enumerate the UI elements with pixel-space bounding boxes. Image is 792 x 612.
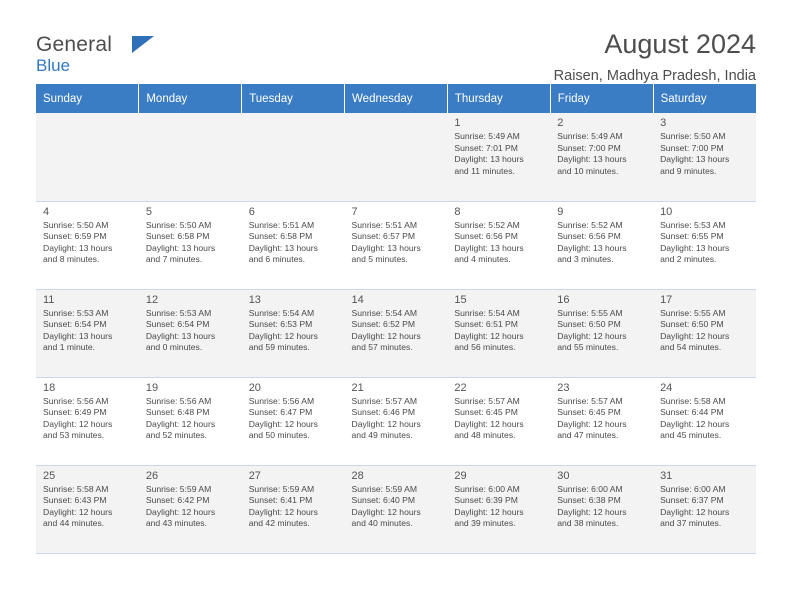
calendar-day-info-line: Daylight: 12 hours [248,506,318,517]
calendar-day-info-line: Daylight: 13 hours [43,330,113,341]
calendar-day-info-line: and 40 minutes. [351,518,413,529]
calendar-day-info-line: Sunrise: 5:54 AM [351,307,417,318]
calendar-day-info-line: Sunset: 6:58 PM [145,231,210,242]
calendar-day-info-line: and 49 minutes. [351,430,413,441]
calendar-day-info-line: Daylight: 13 hours [557,154,627,165]
weekday-header-sunday: Sunday [36,84,139,113]
calendar-day-info-line: and 37 minutes. [660,518,722,529]
calendar-day-info-line: Sunset: 6:39 PM [454,495,518,506]
calendar-day-info-line: and 4 minutes. [454,254,511,265]
calendar-day-cell [550,289,653,377]
calendar-day-info-line: Sunrise: 5:59 AM [351,483,417,494]
calendar-day-info-line: Sunset: 6:40 PM [351,495,416,506]
calendar-day-number: 5 [145,205,152,218]
calendar-day-number: 8 [454,205,461,218]
calendar-day-info-line: Sunrise: 5:49 AM [454,131,520,141]
calendar-day-info-line: Daylight: 13 hours [454,242,524,253]
calendar-day-info-line: Daylight: 13 hours [351,242,421,253]
calendar-day-info-line: Daylight: 12 hours [454,330,524,341]
calendar-day-number: 30 [557,469,570,482]
calendar-day-number: 7 [351,205,358,218]
calendar-day-number: 1 [454,117,461,129]
calendar-day-cell [345,465,448,553]
calendar-day-info-line: Sunset: 6:53 PM [248,319,313,330]
calendar-day-info-line: Daylight: 12 hours [557,506,627,517]
calendar-day-info-line: Sunrise: 5:50 AM [43,219,109,230]
calendar-day-info-line: Sunset: 6:59 PM [43,231,107,242]
calendar-day-info-line: Sunset: 6:48 PM [145,407,210,418]
calendar-week-row [36,201,756,289]
calendar-day-info-line: Sunset: 6:50 PM [557,319,621,330]
calendar-day-info-line: Sunrise: 5:59 AM [248,483,315,494]
calendar-day-info-line: Daylight: 12 hours [351,506,421,517]
calendar-day-info-line: and 54 minutes. [660,342,722,353]
calendar-day-info-line: Sunrise: 5:58 AM [660,395,726,406]
calendar-day-number: 11 [43,293,55,306]
calendar-day-number: 22 [454,381,467,394]
calendar-day-cell [345,377,448,465]
calendar-day-info-line: Daylight: 13 hours [43,242,113,253]
calendar-day-info-line: Sunrise: 5:54 AM [454,307,520,318]
calendar-day-info-line: Sunset: 7:01 PM [454,142,518,153]
calendar-day-info-line: Sunrise: 5:56 AM [145,395,212,406]
calendar-day-number: 10 [660,205,673,218]
calendar-day-info-line: Sunset: 7:00 PM [557,142,621,153]
calendar-day-info-line: and 44 minutes. [43,518,105,529]
calendar-day-info-line: and 11 minutes. [454,165,515,176]
calendar-day-info-line: Daylight: 12 hours [660,418,730,429]
calendar-day-number: 17 [660,293,673,306]
calendar-day-info-line: Daylight: 12 hours [454,506,524,517]
calendar-day-number: 29 [454,469,467,482]
calendar-day-info-line: and 52 minutes. [145,430,207,441]
calendar-day-cell [139,377,242,465]
calendar-day-info-line: Sunrise: 5:52 AM [454,219,520,230]
calendar-day-info-line: Sunrise: 6:00 AM [454,483,520,494]
calendar-day-info-line: Sunset: 6:58 PM [248,231,313,242]
calendar-day-cell [550,465,653,553]
calendar-day-cell [242,201,345,289]
calendar-day-info-line: Sunset: 7:00 PM [660,142,724,153]
calendar-day-number: 28 [351,469,364,482]
calendar-day-number: 16 [557,293,570,306]
calendar-day-number: 25 [43,469,56,482]
calendar-day-info-line: and 50 minutes. [248,430,310,441]
calendar-day-cell [653,289,756,377]
calendar-day-info-line: Sunset: 6:55 PM [660,231,724,242]
page-header [36,0,756,84]
calendar-day-number: 4 [43,205,50,218]
calendar-day-info-line: and 3 minutes. [557,254,614,265]
calendar-day-info-line: and 57 minutes. [351,342,413,353]
calendar-day-number: 20 [248,381,261,394]
calendar-day-info-line: Sunset: 6:41 PM [248,495,313,506]
calendar-day-number: 9 [557,205,564,218]
calendar-day-cell [447,289,550,377]
calendar-day-cell [653,465,756,553]
calendar-day-number: 19 [145,381,159,394]
calendar-day-info-line: Daylight: 12 hours [248,418,318,429]
calendar-day-number: 31 [660,469,673,482]
calendar-day-info-line: Sunset: 6:57 PM [351,231,416,242]
calendar-day-cell [36,377,139,465]
calendar-day-info-line: Sunset: 6:47 PM [248,407,313,418]
calendar-day-info-line: Sunrise: 5:50 AM [660,131,726,141]
calendar-day-cell [36,465,139,553]
calendar-day-number: 2 [557,117,564,129]
calendar-day-info-line: Daylight: 12 hours [248,330,318,341]
calendar-day-info-line: and 47 minutes. [557,430,619,441]
calendar-day-cell [139,201,242,289]
calendar-day-info-line: and 1 minute. [43,342,96,353]
calendar-day-cell [242,289,345,377]
calendar-day-cell [447,465,550,553]
calendar-day-info-line: Sunset: 6:45 PM [454,407,518,418]
calendar-day-cell [653,201,756,289]
calendar-day-cell [653,377,756,465]
calendar-day-info-line: and 45 minutes. [660,430,722,441]
weekday-header-monday: Monday [139,84,242,113]
weekday-header-saturday: Saturday [653,84,756,113]
calendar-day-info-line: and 5 minutes. [351,254,408,265]
calendar-day-info-line: Sunrise: 5:53 AM [660,219,726,230]
general-blue-logo [36,28,176,75]
blue-flag-icon [132,36,154,53]
calendar-day-info-line: Sunrise: 5:51 AM [351,219,417,230]
calendar-day-info-line: Sunrise: 5:50 AM [145,219,212,230]
calendar-day-info-line: and 6 minutes. [248,254,306,265]
calendar-day-info-line: Sunrise: 5:57 AM [351,395,417,406]
calendar-day-info-line: Daylight: 12 hours [145,418,216,429]
weekday-header-wednesday: Wednesday [345,84,448,113]
calendar-day-info-line: Sunrise: 5:55 AM [557,307,623,318]
calendar-day-number: 27 [248,469,261,482]
logo-word-general: General [36,33,113,56]
calendar-day-info-line: Daylight: 12 hours [557,418,627,429]
calendar-day-info-line: Sunrise: 5:58 AM [43,483,109,494]
calendar-day-info-line: Daylight: 12 hours [351,330,421,341]
page-subtitle: Raisen, Madhya Pradesh, India [553,68,756,84]
calendar-day-cell [345,289,448,377]
calendar-day-info-line: and 48 minutes. [454,430,516,441]
calendar-day-cell [447,377,550,465]
calendar-cell-empty [242,113,345,201]
calendar-day-number: 24 [660,381,673,394]
calendar-day-info-line: Sunrise: 6:00 AM [557,483,623,494]
calendar-day-info-line: Daylight: 12 hours [145,506,216,517]
calendar-day-info-line: and 0 minutes. [145,342,203,353]
calendar-day-info-line: Daylight: 13 hours [557,242,627,253]
calendar-day-info-line: and 55 minutes. [557,342,619,353]
calendar-day-info-line: Daylight: 12 hours [454,418,524,429]
calendar-day-info-line: Daylight: 12 hours [351,418,421,429]
calendar-body [36,113,756,553]
calendar-day-info-line: Sunrise: 6:00 AM [660,483,726,494]
calendar-day-info-line: Sunrise: 5:56 AM [248,395,315,406]
calendar-day-cell [36,201,139,289]
calendar-day-info-line: Sunset: 6:45 PM [557,407,621,418]
calendar-day-cell [447,113,550,201]
calendar-day-number: 15 [454,293,467,306]
calendar-cell-empty [345,113,448,201]
calendar-day-info-line: Daylight: 13 hours [248,242,318,253]
calendar-day-info-line: Sunset: 6:44 PM [660,407,724,418]
calendar-table [36,84,756,554]
calendar-day-info-line: and 39 minutes. [454,518,516,529]
calendar-day-info-line: and 2 minutes. [660,254,717,265]
calendar-week-row [36,113,756,201]
calendar-day-info-line: and 42 minutes. [248,518,310,529]
calendar-day-cell [550,113,653,201]
calendar-day-info-line: Sunset: 6:42 PM [145,495,210,506]
page-title: August 2024 [604,29,756,59]
calendar-week-row [36,465,756,553]
calendar-day-number: 14 [351,293,364,306]
weekday-header-row [36,84,756,113]
calendar-day-info-line: Sunset: 6:49 PM [43,407,107,418]
calendar-day-number: 23 [557,381,570,394]
calendar-day-info-line: Sunrise: 5:52 AM [557,219,623,230]
calendar-day-number: 18 [43,381,56,394]
calendar-day-number: 13 [248,293,261,306]
calendar-day-info-line: and 38 minutes. [557,518,619,529]
calendar-day-info-line: Daylight: 13 hours [145,242,216,253]
calendar-day-number: 12 [145,293,159,306]
calendar-day-info-line: Daylight: 12 hours [660,330,730,341]
calendar-day-info-line: Daylight: 12 hours [557,330,627,341]
weekday-header-thursday: Thursday [447,84,550,113]
logo-word-blue: Blue [36,56,71,75]
calendar-day-cell [550,377,653,465]
calendar-cell-empty [139,113,242,201]
weekday-header-tuesday: Tuesday [242,84,345,113]
calendar-day-cell [242,465,345,553]
calendar-day-info-line: Sunset: 6:37 PM [660,495,724,506]
calendar-day-info-line: Sunset: 6:56 PM [454,231,518,242]
calendar-day-info-line: and 8 minutes. [43,254,100,265]
calendar-day-info-line: Sunrise: 5:57 AM [557,395,623,406]
calendar-day-info-line: Daylight: 12 hours [43,506,113,517]
calendar-day-info-line: Sunset: 6:38 PM [557,495,621,506]
calendar-day-info-line: Sunset: 6:54 PM [145,319,210,330]
calendar-day-info-line: Sunrise: 5:56 AM [43,395,109,406]
calendar-day-info-line: and 9 minutes. [660,165,717,176]
calendar-day-cell [345,201,448,289]
calendar-day-info-line: Sunset: 6:51 PM [454,319,518,330]
calendar-day-info-line: and 53 minutes. [43,430,105,441]
calendar-day-info-line: Sunset: 6:43 PM [43,495,107,506]
calendar-day-number: 3 [660,117,667,129]
calendar-day-info-line: Sunrise: 5:54 AM [248,307,315,318]
calendar-day-info-line: Daylight: 13 hours [660,154,730,165]
calendar-day-info-line: and 56 minutes. [454,342,516,353]
calendar-day-info-line: and 43 minutes. [145,518,207,529]
calendar-day-info-line: Daylight: 12 hours [660,506,730,517]
calendar-day-info-line: Sunrise: 5:57 AM [454,395,520,406]
title-block [554,28,756,86]
calendar-day-info-line: Daylight: 13 hours [145,330,216,341]
calendar-day-info-line: and 59 minutes. [248,342,310,353]
calendar-day-info-line: Daylight: 13 hours [454,154,524,165]
calendar-day-info-line: Sunset: 6:56 PM [557,231,621,242]
calendar-day-info-line: Sunset: 6:50 PM [660,319,724,330]
calendar-day-info-line: Sunrise: 5:53 AM [43,307,109,318]
calendar-day-cell [447,201,550,289]
calendar-day-cell [242,377,345,465]
calendar-day-cell [36,289,139,377]
calendar-day-info-line: Sunset: 6:52 PM [351,319,416,330]
calendar-day-info-line: Sunrise: 5:55 AM [660,307,726,318]
calendar-day-info-line: Sunrise: 5:49 AM [557,131,623,141]
calendar-day-info-line: and 7 minutes. [145,254,203,265]
calendar-day-number: 26 [145,469,159,482]
calendar-day-number: 21 [351,381,364,394]
calendar-day-cell [653,113,756,201]
calendar-day-info-line: Sunset: 6:46 PM [351,407,416,418]
calendar-day-info-line: Daylight: 12 hours [43,418,113,429]
calendar-day-number: 6 [248,205,255,218]
calendar-cell-empty [36,113,139,201]
calendar-day-cell [550,201,653,289]
calendar-day-info-line: Sunrise: 5:59 AM [145,483,212,494]
calendar-day-cell [139,465,242,553]
calendar-day-info-line: Sunrise: 5:51 AM [248,219,315,230]
calendar-day-cell [139,289,242,377]
calendar-day-info-line: and 10 minutes. [557,165,619,176]
calendar-day-info-line: Sunset: 6:54 PM [43,319,107,330]
calendar-day-info-line: Sunrise: 5:53 AM [145,307,212,318]
weekday-header-friday: Friday [550,84,653,113]
calendar-week-row [36,377,756,465]
calendar-week-row [36,289,756,377]
calendar-day-info-line: Daylight: 13 hours [660,242,730,253]
